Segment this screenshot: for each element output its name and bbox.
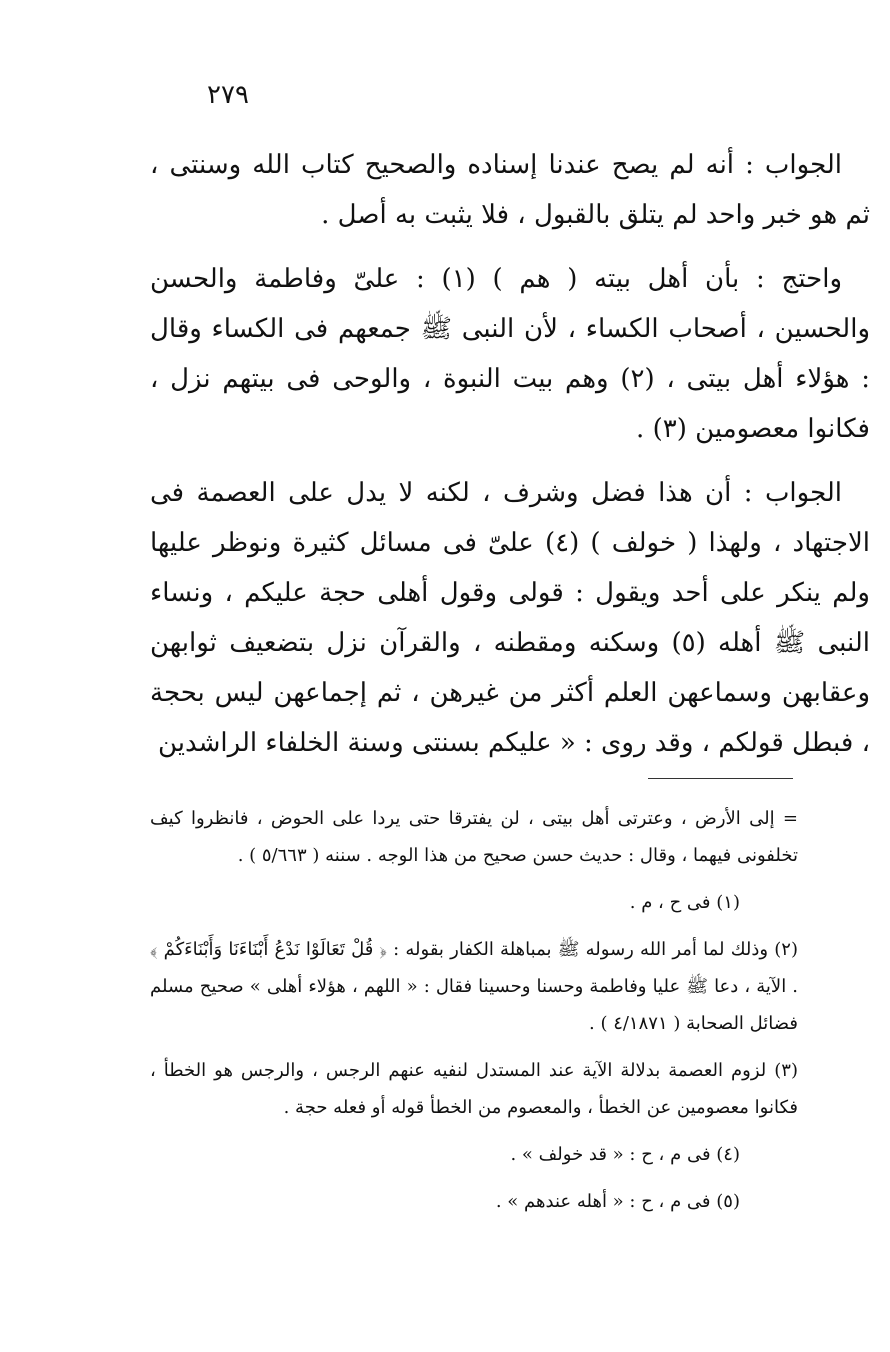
footnote-1: (١) فى ح ، م . (629, 892, 740, 913)
page-number: ٢٧٩ (207, 80, 249, 110)
footnote-5: (٥) فى م ، ح : « أهله عندهم » . (495, 1191, 740, 1212)
paragraph-answer-1: الجواب : أنه لم يصح عندنا إسناده والصحيح كتاب الله وسنتى ، ثم هو خبر واحد لم يتلق بالقبول ، فلا يثبت به أصل . (150, 150, 870, 230)
footnote-separator (648, 778, 793, 779)
main-text (150, 140, 870, 780)
paragraph-answer-2: الجواب : أن هذا فضل وشرف ، لكنه لا يدل على العصمة فى الاجتهاد ، ولهذا ( خولف ) (٤) علىّ فى مسائل كثيرة ونوظر عليها ولم ينكر على أحد ويقول : قولى وقول أهلى حجة عليكم ، ونساء النبى ﷺ أهله (٥) وسكنه ومقطنه ، والقرآن نزل بتضعيف ثوابهن وعقابهن وسماعهن العلم أكثر من غيرهن ، ثم إجماعهن ليس بحجة ، فبطل قولكم ، وقد روى : « عليكم بسنتى وسنة الخلفاء الراشدين (150, 478, 871, 758)
footnotes (150, 800, 798, 1230)
footnote-continuation: = إلى الأرض ، وعترتى أهل بيتى ، لن يفترقا حتى يردا على الحوض ، فانظروا كيف تخلفونى فيهما ، وقال : حديث حسن صحيح من هذا الوجه . سننه ( ٥/٦٦٣ ) . (150, 808, 798, 866)
paragraph-argument: واحتج : بأن أهل بيته ( هم ) (١) : علىّ وفاطمة والحسن والحسين ، أصحاب الكساء ، لأن النبى ﷺ جمعهم فى الكساء وقال : هؤلاء أهل بيتى ، (٢) وهم بيت النبوة ، والوحى فى بيتهم نزل ، فكانوا معصومين (٣) . (150, 264, 871, 444)
footnote-4: (٤) فى م ، ح : « قد خولف » . (510, 1144, 740, 1165)
footnote-2: (٢) وذلك لما أمر الله رسوله ﷺ بمباهلة الكفار بقوله : ﴿ قُلْ تَعَالَوْا نَدْعُ أَبْنَاءَنَا وَأَبْنَاءَكُمْ ﴾ . الآية ، دعا ﷺ عليا وفاطمة وحسنا وحسينا فقال : « اللهم ، هؤلاء أهلى » صحيح مسلم فضائل الصحابة ( ٤/١٨٧١ ) . (150, 939, 798, 1034)
footnote-3: (٣) لزوم العصمة بدلالة الآية عند المستدل لنفيه عنهم الرجس ، والرجس هو الخطأ ، فكانوا معصومين عن الخطأ ، والمعصوم من الخطأ قوله أو فعله حجة . (150, 1060, 798, 1118)
